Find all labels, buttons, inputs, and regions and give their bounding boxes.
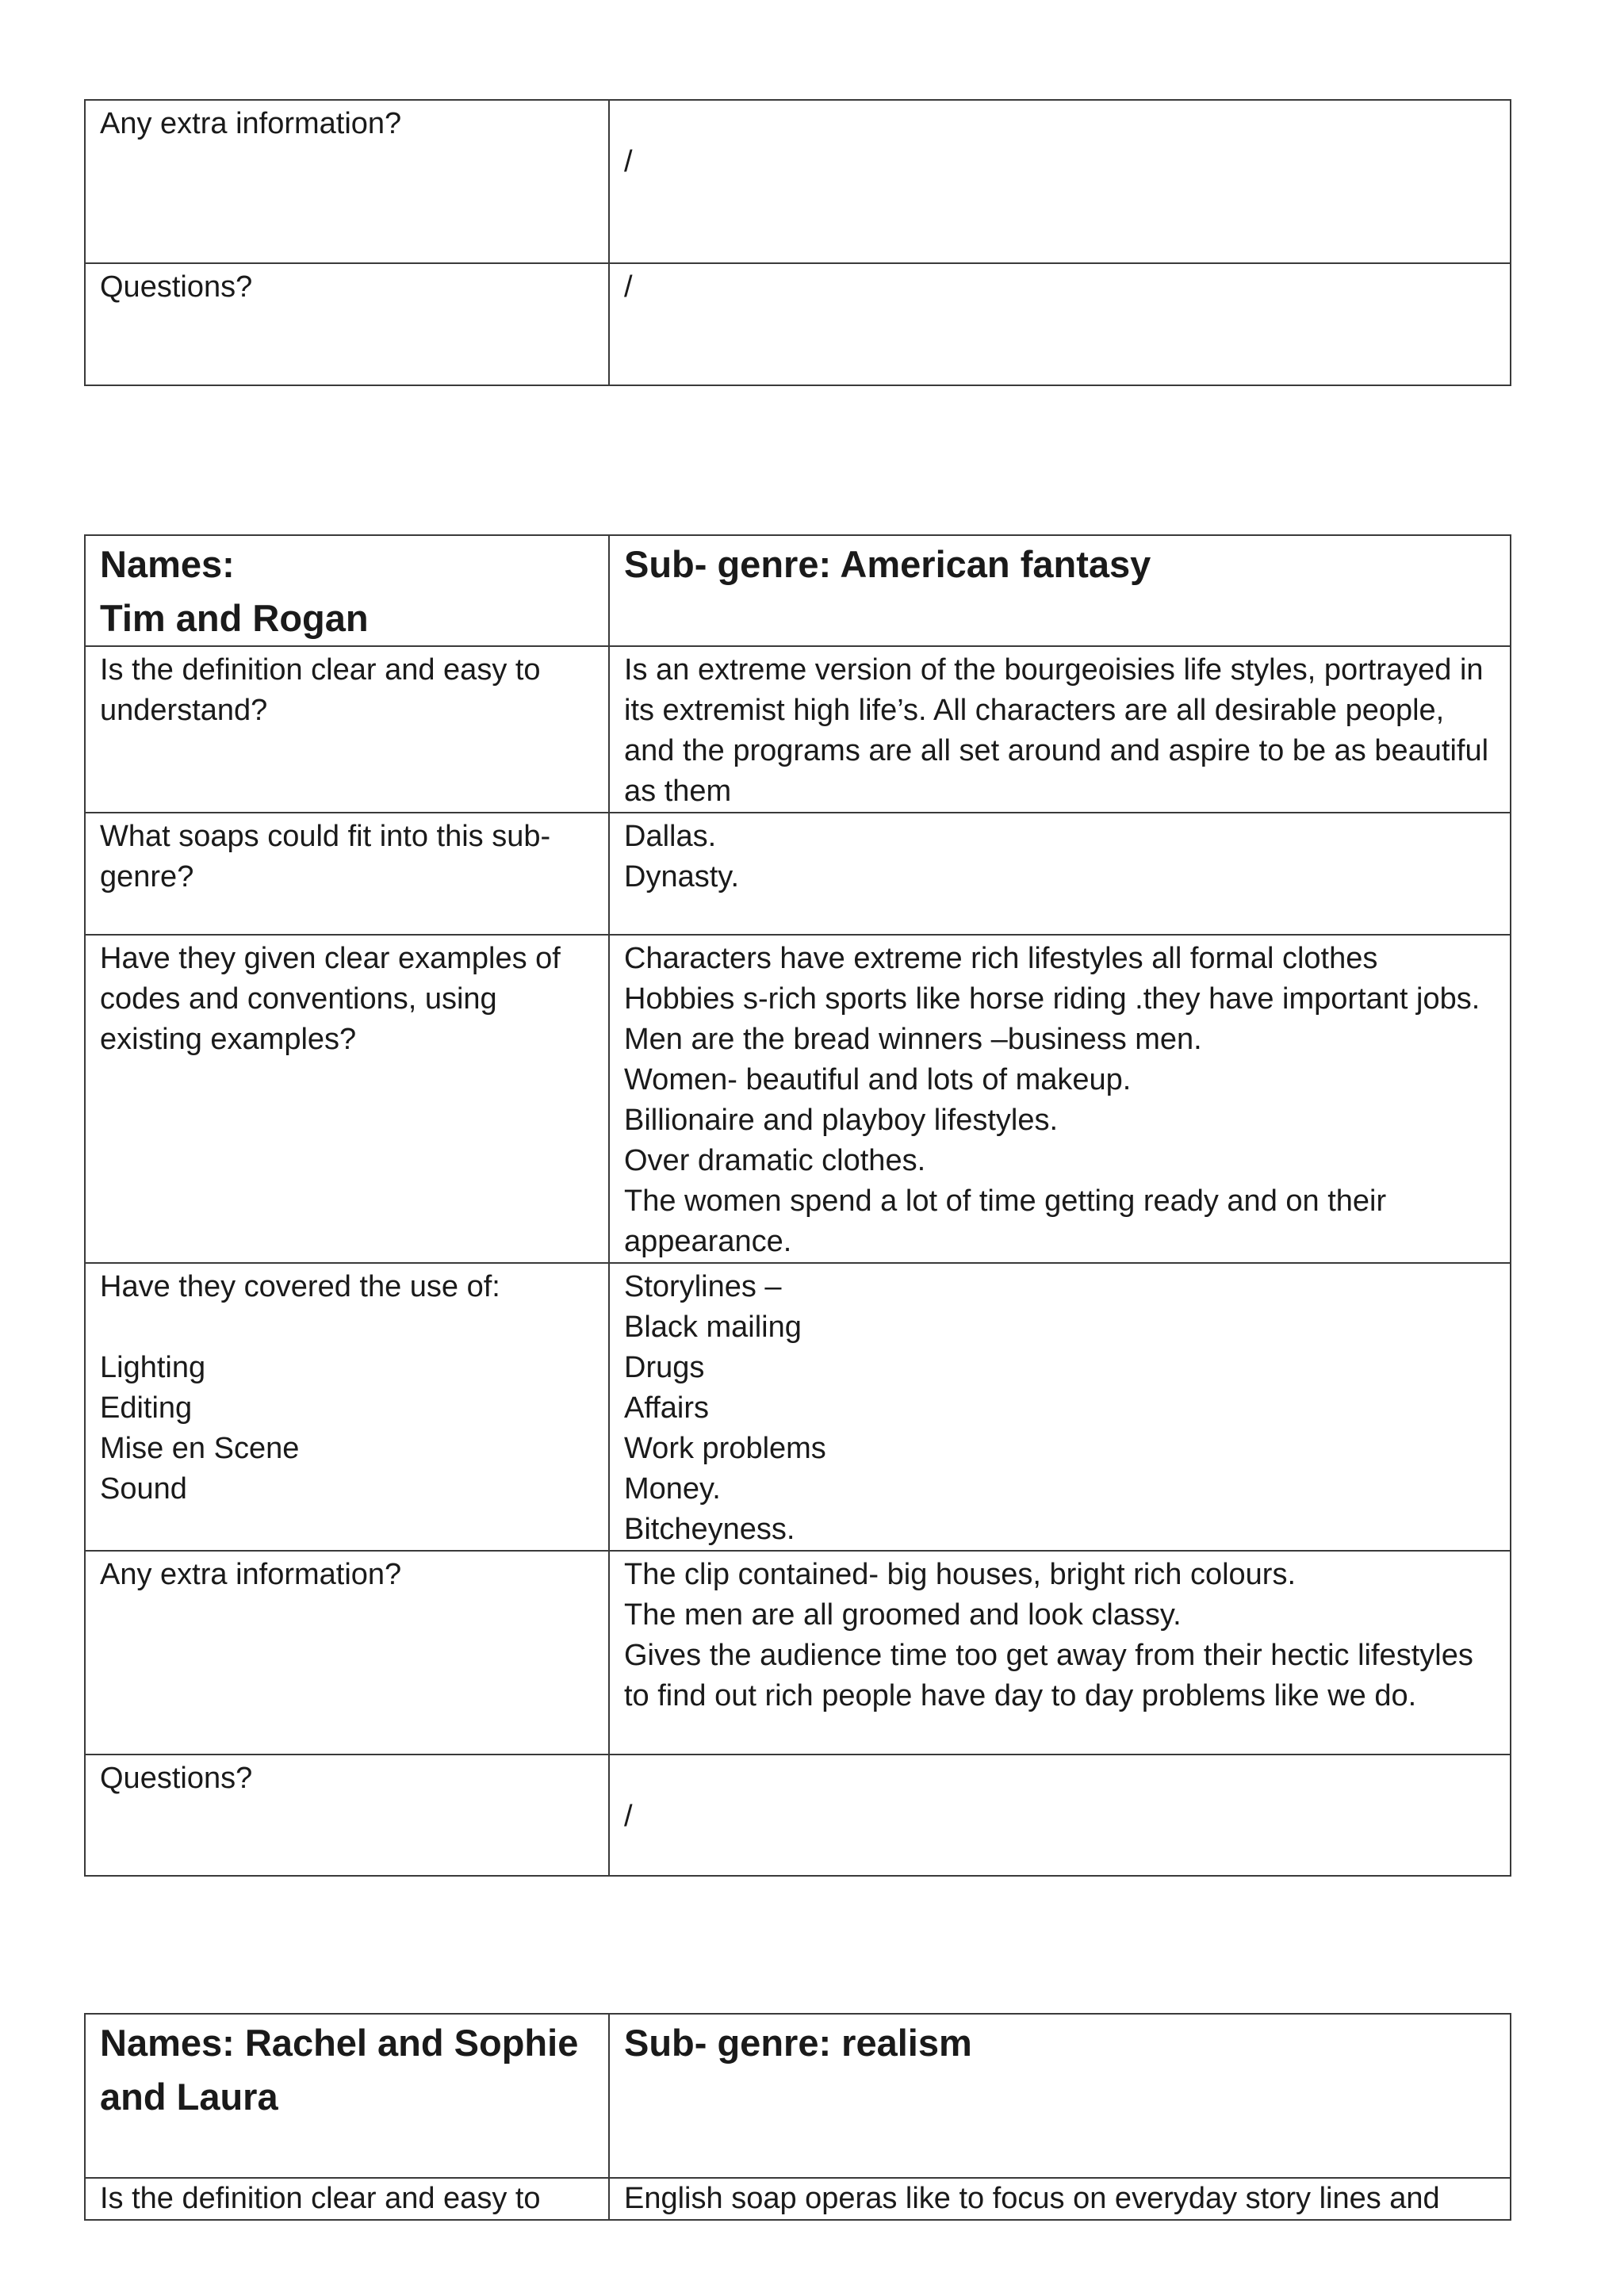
table-row bbox=[85, 646, 1511, 813]
table-row bbox=[85, 263, 1511, 385]
subgenre-cell: Sub- genre: realism bbox=[609, 2014, 1511, 2178]
review-table-previous bbox=[84, 99, 1511, 386]
subgenre-cell: Sub- genre: American fantasy bbox=[609, 535, 1511, 646]
table-row bbox=[85, 100, 1511, 263]
names-cell: Names: Tim and Rogan bbox=[85, 535, 609, 646]
row-value: Storylines – Black mailing Drugs Affairs Work problems Money. Bitcheyness. bbox=[609, 1263, 1511, 1551]
row-label: Any extra information? bbox=[85, 1551, 609, 1755]
review-table-realism bbox=[84, 2013, 1511, 2221]
row-label: Any extra information? bbox=[85, 100, 609, 263]
review-table-american-fantasy bbox=[84, 534, 1511, 1877]
row-value: Dallas. Dynasty. bbox=[609, 813, 1511, 935]
table-header-row bbox=[85, 535, 1511, 646]
row-value: / bbox=[609, 263, 1511, 385]
row-label: What soaps could fit into this sub-genre? bbox=[85, 813, 609, 935]
row-label: Have they given clear examples of codes and conventions, using existing examples? bbox=[85, 935, 609, 1263]
row-label: Is the definition clear and easy to bbox=[85, 2178, 609, 2220]
row-value: / bbox=[609, 100, 1511, 263]
row-value: Is an extreme version of the bourgeoisies life styles, portrayed in its extremist high life’s. All characters are all desirable people, and the programs are all set around and aspire to be as beautiful as them bbox=[609, 646, 1511, 813]
row-value: English soap operas like to focus on everyday story lines and bbox=[609, 2178, 1511, 2220]
names-cell: Names: Rachel and Sophie and Laura bbox=[85, 2014, 609, 2178]
table-row bbox=[85, 935, 1511, 1263]
table-row bbox=[85, 1263, 1511, 1551]
table-header-row bbox=[85, 2014, 1511, 2178]
row-label: Is the definition clear and easy to understand? bbox=[85, 646, 609, 813]
row-label: Have they covered the use of: Lighting Editing Mise en Scene Sound bbox=[85, 1263, 609, 1551]
row-value: / bbox=[609, 1755, 1511, 1876]
row-label: Questions? bbox=[85, 263, 609, 385]
table-row bbox=[85, 1755, 1511, 1876]
row-label: Questions? bbox=[85, 1755, 609, 1876]
table-row bbox=[85, 1551, 1511, 1755]
row-value: Characters have extreme rich lifestyles all formal clothes Hobbies s-rich sports like horse riding .they have important jobs. Men are the bread winners –business men. Women- beautiful and lots of makeup. Billionaire and playboy lifestyles. Over dramatic clothes. The women spend a lot of time getting ready and on their appearance. bbox=[609, 935, 1511, 1263]
table-row bbox=[85, 2178, 1511, 2220]
blank-line bbox=[100, 1307, 594, 1348]
row-value: The clip contained- big houses, bright rich colours. The men are all groomed and look classy. Gives the audience time too get away from their hectic lifestyles to find out rich people have day to day problems like we do. bbox=[609, 1551, 1511, 1755]
table-row bbox=[85, 813, 1511, 935]
